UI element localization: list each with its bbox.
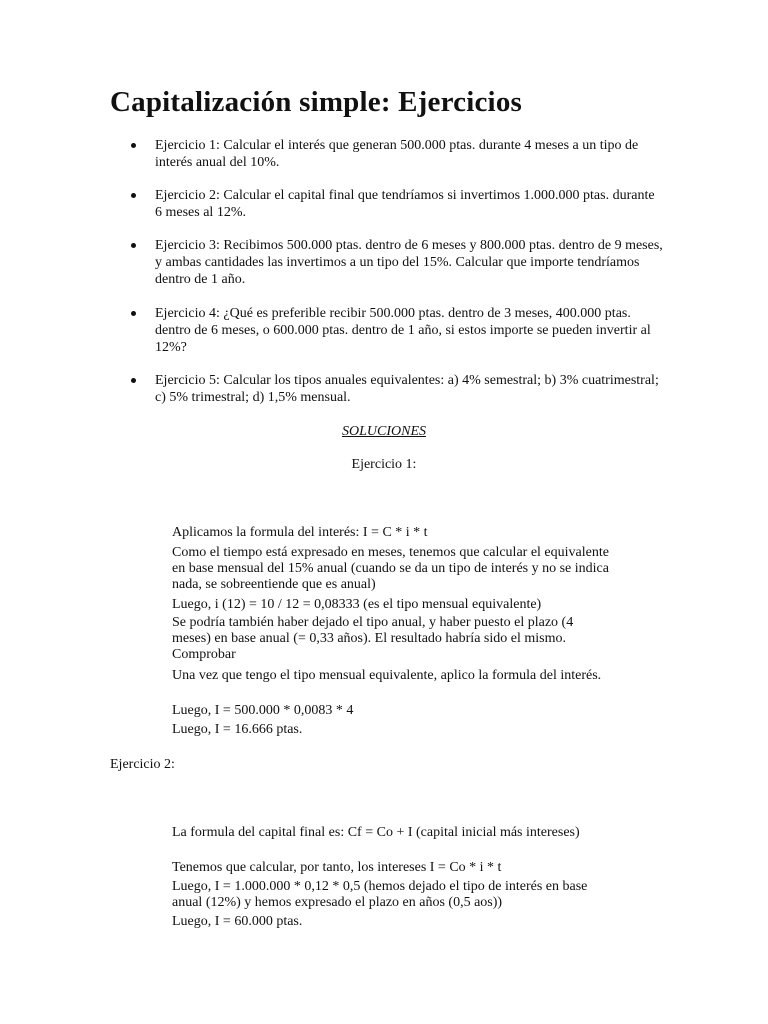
exercise-item-2: [155, 187, 665, 221]
exercise-text: Ejercicio 4: ¿Qué es preferible recibir 500.000 ptas. dentro de 3 meses, 400.000 ptas. dentro de 6 meses, o 600.000 ptas. dentro de 1 año, si estos importe se pueden invertir al 12%?: [155, 306, 651, 355]
solutions-heading: SOLUCIONES: [341, 424, 426, 439]
exercise-item-5: [155, 372, 665, 406]
exercise-text: Ejercicio 5: Calcular los tipos anuales equivalentes: a) 4% semestral; b) 3% cuatrimestral; c) 5% trimestral; d) 1,5% mensual.: [155, 373, 659, 405]
bullet-icon: [131, 378, 136, 383]
exercise-1-heading: Ejercicio 1:: [351, 457, 417, 472]
ex2-line: La formula del capital final es: Cf = Co + I (capital inicial más intereses): [172, 825, 580, 840]
exercise-text: Ejercicio 2: Calcular el capital final que tendríamos si invertimos 1.000.000 ptas. durante 6 meses al 12%.: [155, 188, 655, 220]
exercise-item-1: [155, 137, 665, 171]
ex2-line: Luego, I = 1.000.000 * 0,12 * 0,5 (hemos dejado el tipo de interés en base anual (12%) y hemos expresado el plazo en años (0,5 aos)): [172, 879, 588, 910]
page-title: Capitalización simple: Ejercicios: [110, 86, 523, 118]
exercise-item-4: [155, 305, 665, 356]
ex1-line: Luego, I = 16.666 ptas.: [172, 722, 303, 737]
ex1-line: Aplicamos la formula del interés: I = C * i * t: [172, 525, 428, 540]
ex1-line: Como el tiempo está expresado en meses, tenemos que calcular el equivalente en base mensual del 15% anual (cuando se da un tipo de interés y no se indica nada, se sobreentiende que es anual): [172, 545, 609, 592]
exercise-text: Ejercicio 1: Calcular el interés que generan 500.000 ptas. durante 4 meses a un tipo de interés anual del 10%.: [155, 138, 639, 170]
ex1-line: Se podría también haber dejado el tipo anual, y haber puesto el plazo (4 meses) en base anual (= 0,33 años). El resultado habría sido el mismo. Comprobar: [172, 615, 574, 662]
ex1-line: Luego, i (12) = 10 / 12 = 0,08333 (es el tipo mensual equivalente): [172, 597, 542, 612]
ex2-line: Tenemos que calcular, por tanto, los intereses I = Co * i * t: [172, 860, 502, 875]
exercise-2-heading: Ejercicio 2:: [110, 757, 175, 772]
bullet-icon: [131, 193, 136, 198]
bullet-icon: [131, 143, 136, 148]
exercise-text: Ejercicio 3: Recibimos 500.000 ptas. dentro de 6 meses y 800.000 ptas. dentro de 9 meses, y ambas cantidades las invertimos a un tipo del 15%. Calcular que importe tendríamos dentro de 1 año.: [155, 238, 663, 287]
ex1-line: Una vez que tengo el tipo mensual equivalente, aplico la formula del interés.: [172, 668, 602, 683]
ex1-line: Luego, I = 500.000 * 0,0083 * 4: [172, 703, 354, 718]
bullet-icon: [131, 311, 136, 316]
exercise-item-3: [155, 237, 665, 288]
ex2-line: Luego, I = 60.000 ptas.: [172, 914, 303, 929]
bullet-icon: [131, 243, 136, 248]
